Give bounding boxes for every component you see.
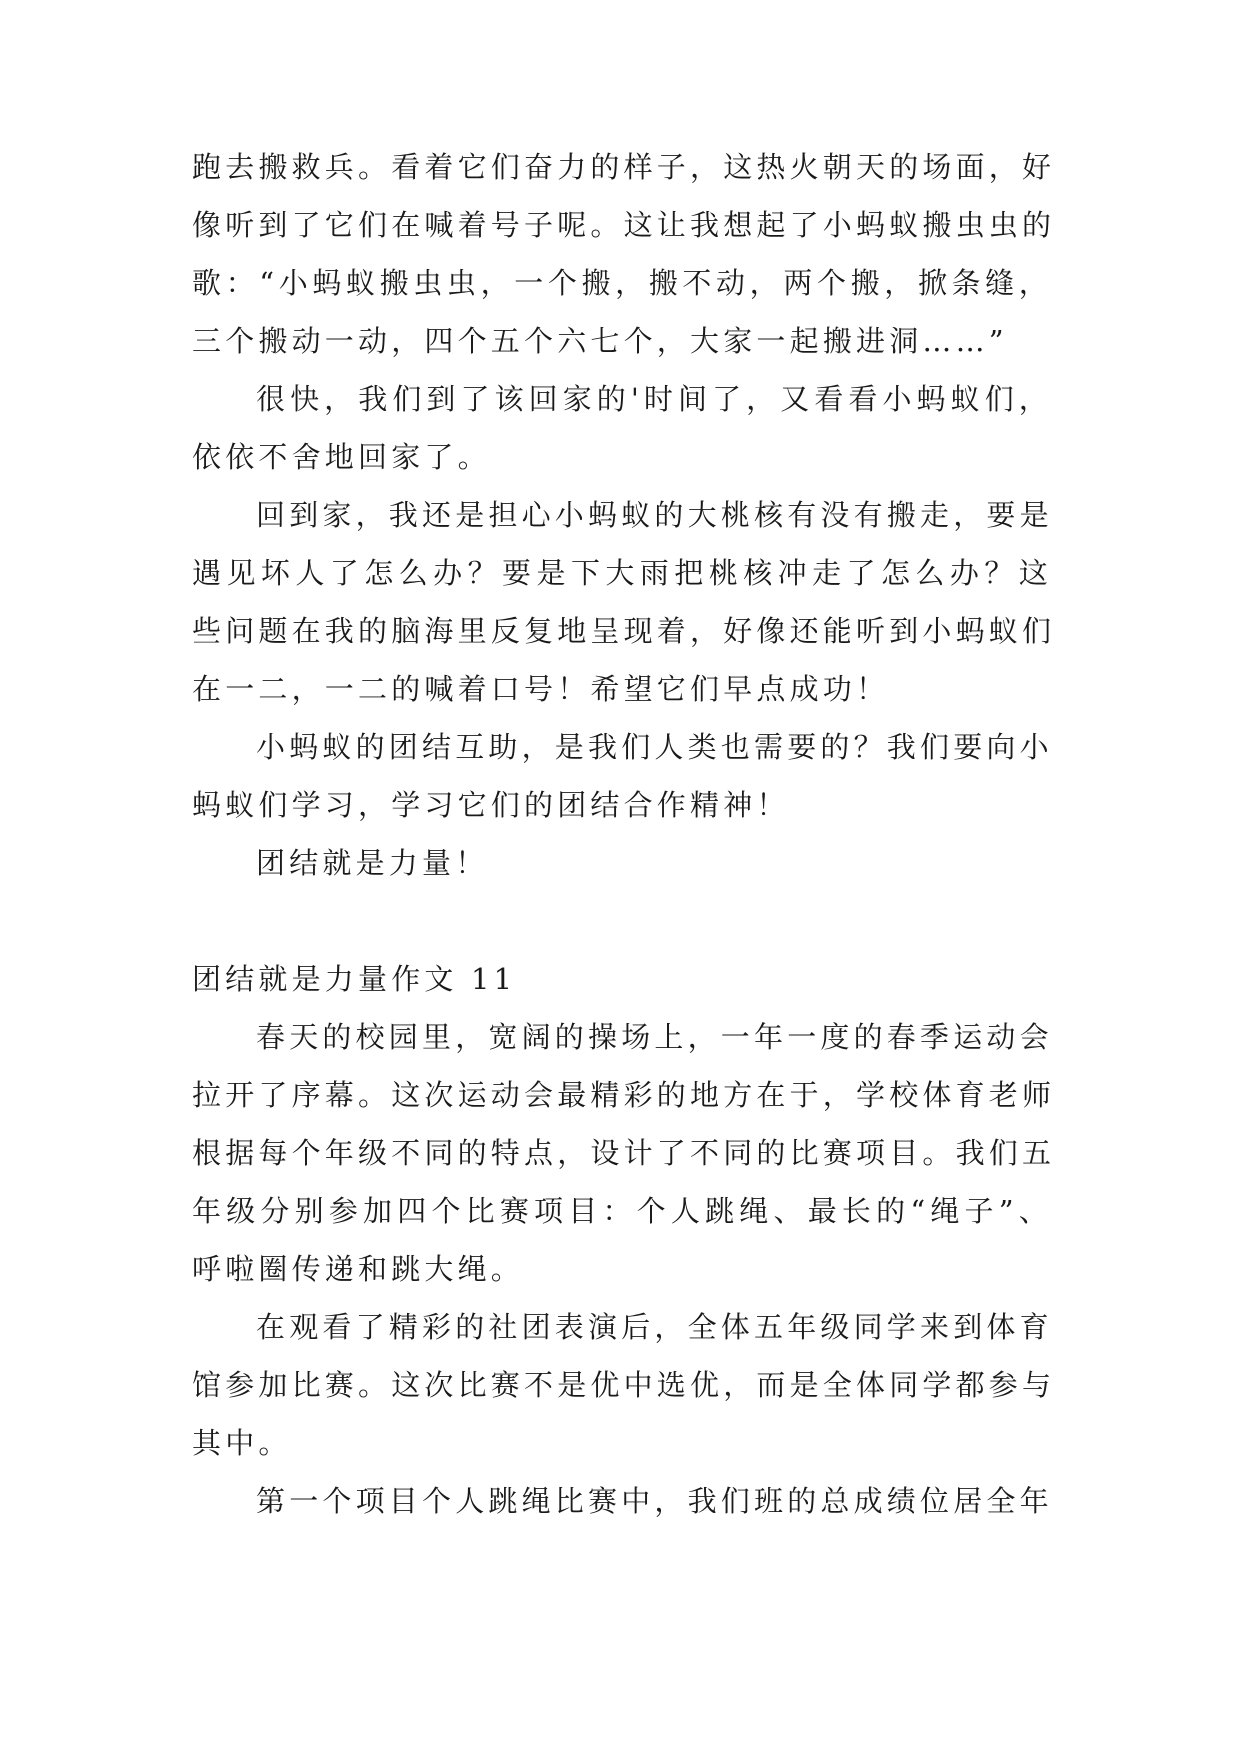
text-line: 些问题在我的脑海里反复地呈现着，好像还能听到小蚂蚁们: [192, 614, 1056, 648]
paragraph-first-line: 在观看了精彩的社团表演后，全体五年级同学来到体育: [256, 1310, 1053, 1344]
section-title: 团结就是力量作文 11: [192, 962, 517, 996]
paragraph-first-line: 春天的校园里，宽阔的操场上，一年一度的春季运动会: [256, 1020, 1053, 1054]
text-line: 跑去搬救兵。看着它们奋力的样子，这热火朝天的场面，好: [192, 150, 1056, 184]
paragraph-first-line: 很快，我们到了该回家的'时间了，又看看小蚂蚁们，: [256, 382, 1052, 416]
text-line: 依依不舍地回家了。: [192, 440, 491, 474]
text-line: 其中。: [192, 1426, 292, 1460]
text-line: 三个搬动一动，四个五个六七个，大家一起搬进洞……”: [192, 324, 1008, 358]
paragraph-first-line: 团结就是力量！: [256, 846, 489, 880]
paragraph-first-line: 第一个项目个人跳绳比赛中，我们班的总成绩位居全年: [256, 1484, 1053, 1518]
text-line: 拉开了序幕。这次运动会最精彩的地方在于，学校体育老师: [192, 1078, 1056, 1112]
text-line: 根据每个年级不同的特点，设计了不同的比赛项目。我们五: [192, 1136, 1056, 1170]
text-line: 呼啦圈传递和跳大绳。: [192, 1252, 525, 1286]
text-line: 歌：“小蚂蚁搬虫虫，一个搬，搬不动，两个搬，掀条缝，: [192, 266, 1052, 300]
paragraph-first-line: 回到家，我还是担心小蚂蚁的大桃核有没有搬走，要是: [256, 498, 1053, 532]
text-line: 像听到了它们在喊着号子呢。这让我想起了小蚂蚁搬虫虫的: [192, 208, 1056, 242]
text-line: 馆参加比赛。这次比赛不是优中选优，而是全体同学都参与: [192, 1368, 1056, 1402]
text-line: 蚂蚁们学习，学习它们的团结合作精神！: [192, 788, 790, 822]
text-line: 年级分别参加四个比赛项目：个人跳绳、最长的“绳子”、: [192, 1194, 1052, 1228]
paragraph-first-line: 小蚂蚁的团结互助，是我们人类也需要的？我们要向小: [256, 730, 1053, 764]
text-line: 遇见坏人了怎么办？要是下大雨把桃核冲走了怎么办？这: [192, 556, 1052, 590]
text-line: 在一二，一二的喊着口号！希望它们早点成功！: [192, 672, 890, 706]
